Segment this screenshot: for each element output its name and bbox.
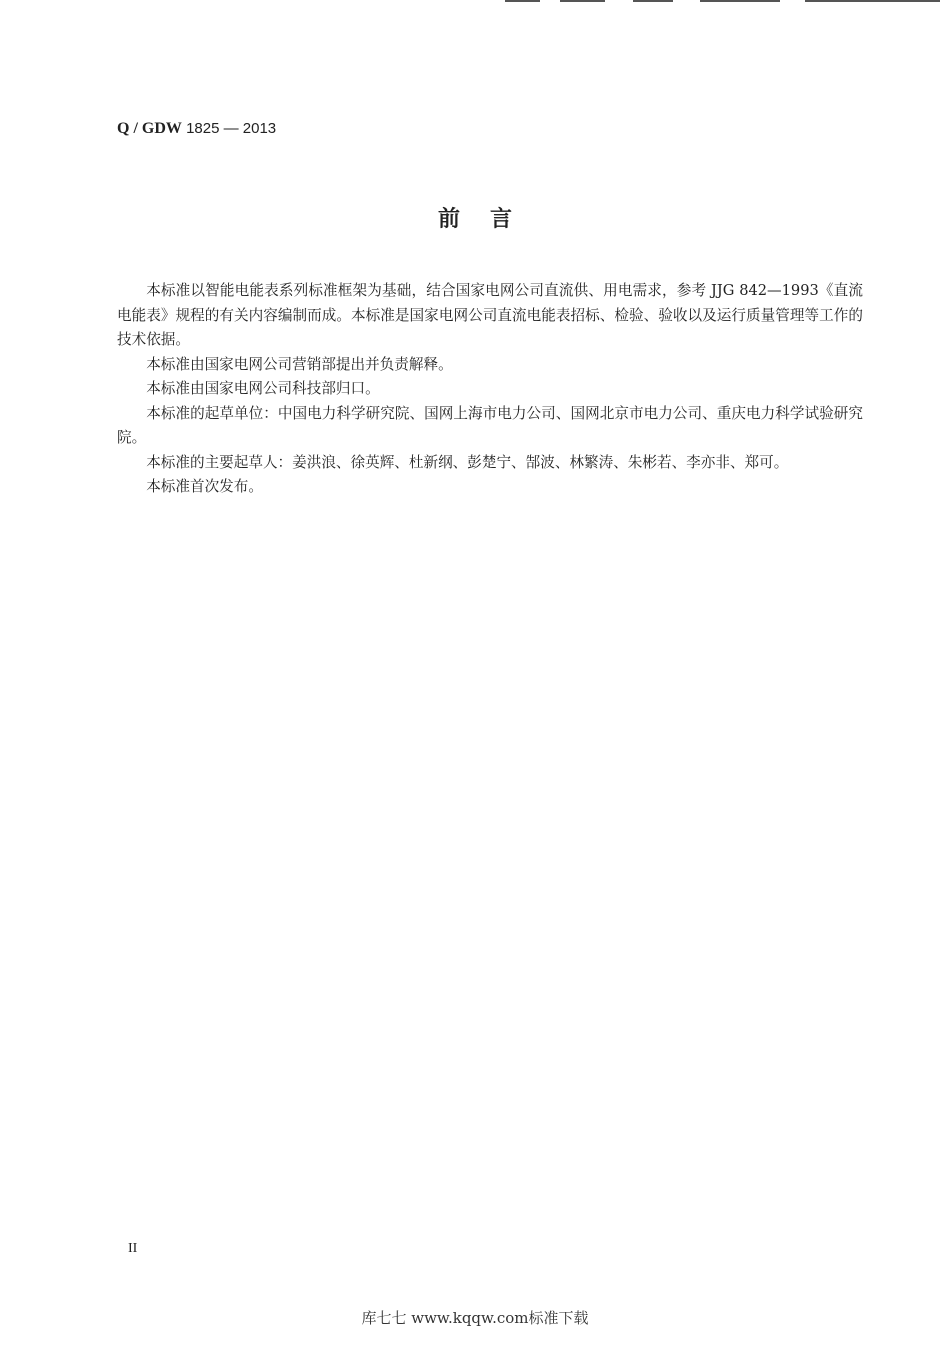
paragraph: 本标准由国家电网公司科技部归口。	[146, 380, 380, 397]
paragraph: 本标准的主要起草人：姜洪浪、徐英辉、杜新纲、彭楚宁、郜波、林繁涛、朱彬若、李亦非、郑可。	[146, 453, 789, 471]
scan-edge-line	[505, 0, 540, 2]
page-title: 前言	[437, 207, 542, 232]
foreword-body	[117, 279, 863, 500]
scan-edge-line	[560, 0, 605, 2]
scan-edge-line	[805, 0, 940, 2]
paragraph: 本标准的起草单位：中国电力科学研究院、国网上海市电力公司、国网北京市电力公司、重庆电力科学试验研究院。	[117, 404, 863, 446]
scan-edge-line	[700, 0, 780, 2]
paragraph: 本标准以智能电能表系列标准框架为基础，结合国家电网公司直流供、用电需求，参考 JJG 842—1993《直流电能表》规程的有关内容编制而成。本标准是国家电网公司直流电能表招标、检验、验收以及运行质量管理等工作的技术依据。	[117, 282, 863, 348]
standard-code-prefix: Q / GDW	[117, 120, 182, 137]
footer-watermark: 库七七 www.kqqw.com标准下载	[361, 1309, 589, 1327]
scan-edge-line	[633, 0, 673, 2]
standard-code-number: 1825 — 2013	[186, 120, 277, 137]
paragraph: 本标准由国家电网公司营销部提出并负责解释。	[146, 355, 453, 373]
page-number: II	[128, 1241, 138, 1256]
standard-code	[117, 120, 276, 138]
paragraph: 本标准首次发布。	[146, 478, 263, 495]
